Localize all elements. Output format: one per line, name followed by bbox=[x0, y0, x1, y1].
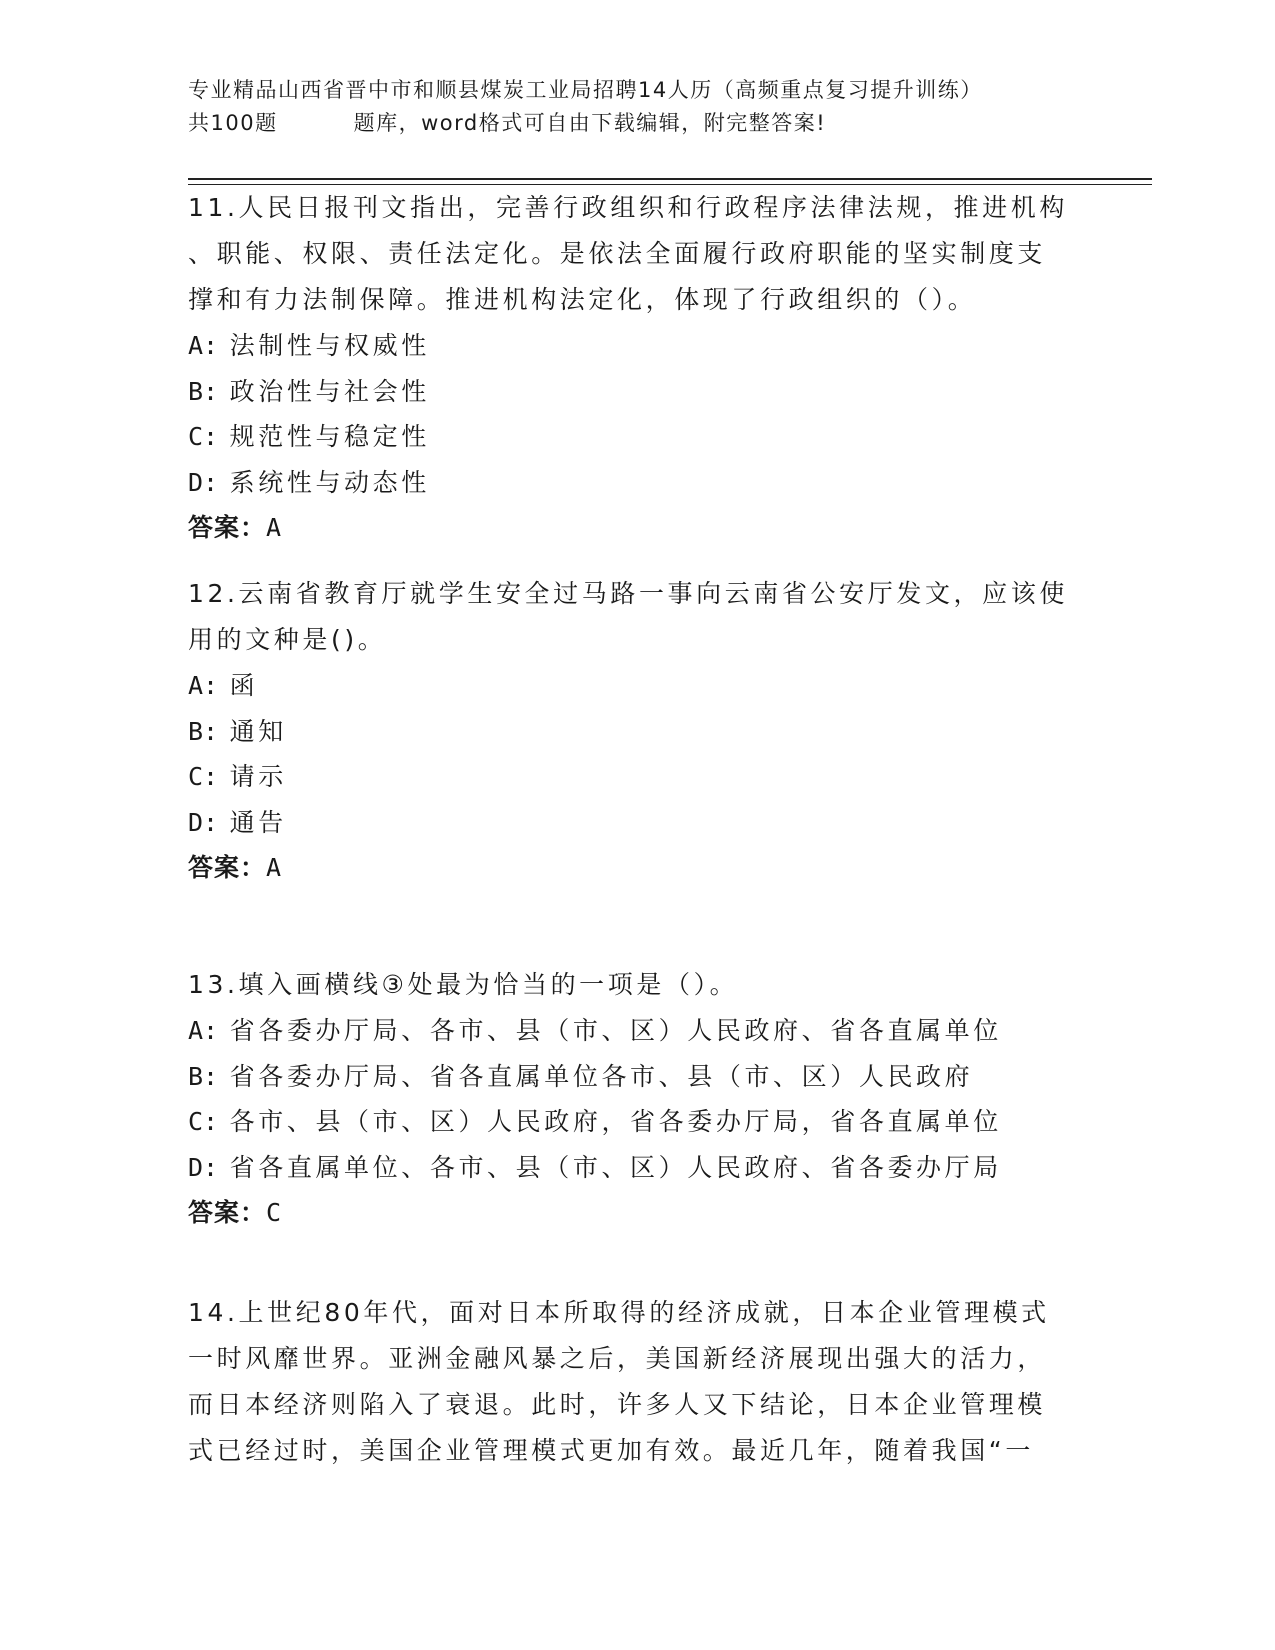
question-stem-line: 13.填入画横线③处最为恰当的一项是（）。 bbox=[188, 970, 739, 999]
header-divider-thick bbox=[188, 178, 1152, 180]
question-stem-line: 用的文种是()。 bbox=[188, 625, 387, 654]
answer-line: 答案：A bbox=[188, 853, 283, 882]
option-d: D: 系统性与动态性 bbox=[188, 467, 430, 497]
answer-value: A bbox=[266, 853, 283, 882]
option-d: D: 省各直属单位、各市、县（市、区）人民政府、省各委办厅局 bbox=[188, 1152, 1002, 1182]
question-11 bbox=[188, 185, 1088, 551]
option-c: C: 规范性与稳定性 bbox=[188, 422, 430, 451]
option-b: B: 省各委办厅局、省各直属单位各市、县（市、区）人民政府 bbox=[188, 1061, 974, 1091]
question-12 bbox=[188, 571, 1088, 891]
question-stem-line: 、职能、权限、责任法定化。是依法全面履行政府职能的坚实制度支 bbox=[188, 239, 1047, 268]
answer-value: C bbox=[266, 1198, 283, 1227]
answer-line: 答案：A bbox=[188, 513, 283, 542]
header-count: 共100题 bbox=[188, 111, 278, 135]
answer-line: 答案：C bbox=[188, 1198, 283, 1227]
question-stem-line: 14.上世纪80年代，面对日本所取得的经济成就，日本企业管理模式 bbox=[188, 1298, 1050, 1327]
option-b: B: 政治性与社会性 bbox=[188, 376, 430, 406]
header-subtitle bbox=[188, 107, 1108, 140]
question-stem-line: 11.人民日报刊文指出，完善行政组织和行政程序法律法规，推进机构 bbox=[188, 193, 1068, 222]
option-a: A: 省各委办厅局、各市、县（市、区）人民政府、省各直属单位 bbox=[188, 1016, 1002, 1045]
option-d: D: 通告 bbox=[188, 807, 287, 837]
option-c: C: 各市、县（市、区）人民政府，省各委办厅局，省各直属单位 bbox=[188, 1107, 1002, 1136]
document-header bbox=[188, 74, 1108, 140]
option-c: C: 请示 bbox=[188, 762, 287, 791]
option-a: A: 法制性与权威性 bbox=[188, 331, 430, 360]
question-14 bbox=[188, 1290, 1088, 1474]
question-stem-line: 一时风靡世界。亚洲金融风暴之后，美国新经济展现出强大的活力， bbox=[188, 1344, 1047, 1373]
question-stem-line: 撑和有力法制保障。推进机构法定化，体现了行政组织的（）。 bbox=[188, 285, 977, 314]
question-13 bbox=[188, 962, 1088, 1236]
header-title: 专业精品山西省晋中市和顺县煤炭工业局招聘14人历（高频重点复习提升训练） bbox=[188, 78, 983, 102]
header-note: 题库，word格式可自由下载编辑，附完整答案! bbox=[353, 111, 827, 135]
option-b: B: 通知 bbox=[188, 716, 287, 746]
question-stem-line: 12.云南省教育厅就学生安全过马路一事向云南省公安厅发文，应该使 bbox=[188, 579, 1068, 608]
option-a: A: 函 bbox=[188, 671, 259, 700]
question-stem-line: 而日本经济则陷入了衰退。此时，许多人又下结论，日本企业管理模 bbox=[188, 1390, 1047, 1419]
question-stem-line: 式已经过时，美国企业管理模式更加有效。最近几年，随着我国“一 bbox=[188, 1436, 1034, 1465]
answer-value: A bbox=[266, 513, 283, 542]
